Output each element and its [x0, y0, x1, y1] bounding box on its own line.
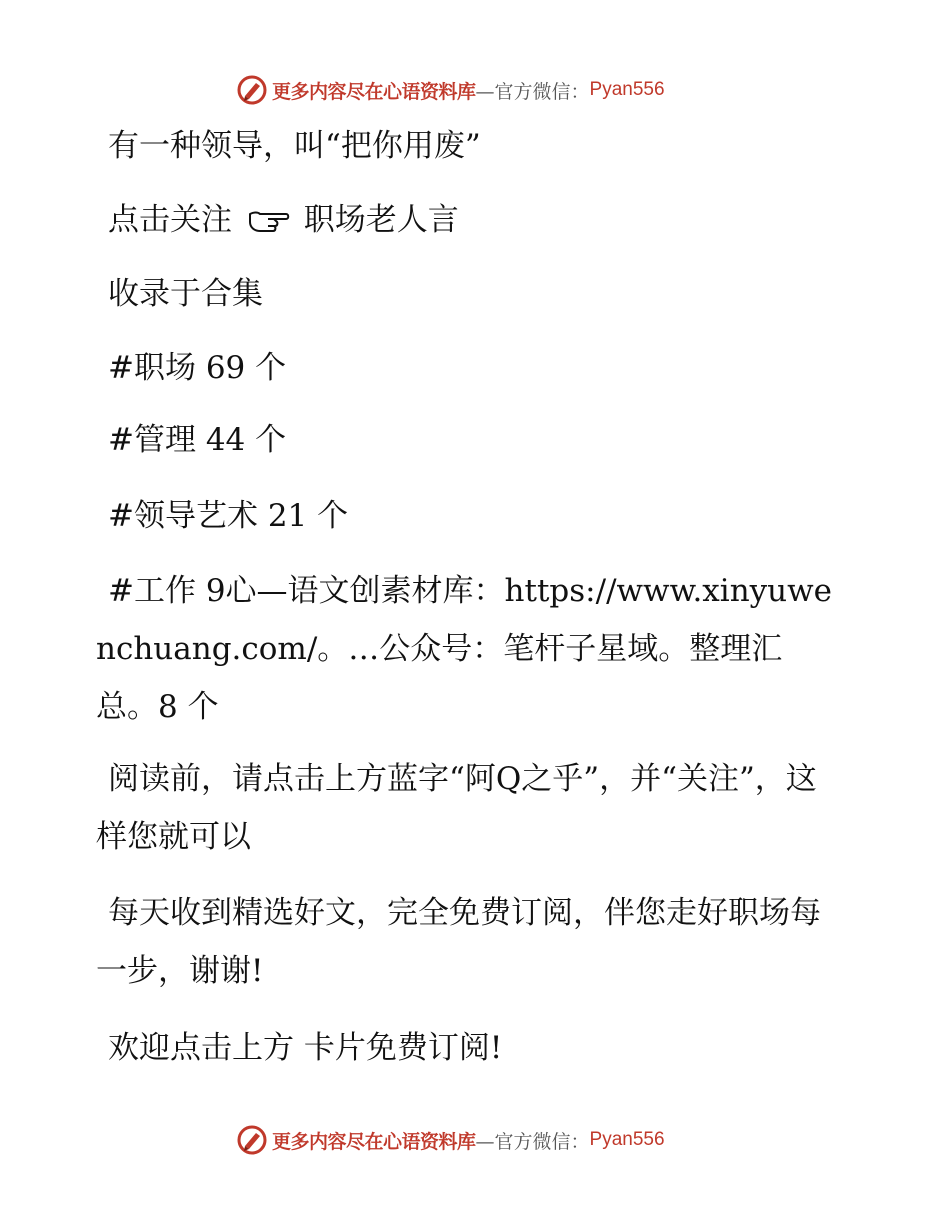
collection-label: 收录于合集 [108, 276, 263, 312]
banner-main-text: 更多内容尽在心语资料库 [272, 1130, 476, 1153]
card-prompt: 欢迎点击上方 卡片免费订阅! [108, 1030, 503, 1066]
article-title: 有一种领导，叫“把你用废” [108, 128, 481, 164]
footer-banner [236, 1122, 665, 1158]
banner-sub-text: —官方微信： [475, 1130, 590, 1153]
tag-leadership[interactable]: #领导艺术 21 个 [108, 498, 349, 534]
pen-logo-icon [236, 74, 268, 106]
pen-logo-icon [236, 1124, 268, 1156]
banner-main-text: 更多内容尽在心语资料库 [272, 80, 476, 103]
tag-management[interactable]: #管理 44 个 [108, 422, 287, 458]
header-banner [236, 72, 665, 108]
banner-sub-text: —官方微信： [475, 80, 590, 103]
subscribe-paragraph: 每天收到精选好文，完全免费订阅，伴您走好职场每一步，谢谢! [96, 895, 821, 989]
tag-work[interactable]: #工作 9心—语文创素材库：https://www.xinyuwenchuang.com/。…公众号：笔杆子星域。整理汇总。8 个 [96, 573, 833, 725]
follow-prefix[interactable]: 点击关注 [108, 202, 232, 238]
follow-line [108, 190, 459, 254]
banner-wechat-id: Pyan556 [589, 79, 665, 100]
pointing-hand-icon [246, 194, 290, 254]
intro-paragraph: 阅读前，请点击上方蓝字“阿Q之乎”，并“关注”，这样您就可以 [96, 761, 817, 855]
banner-wechat-id: Pyan556 [589, 1129, 665, 1150]
follow-account[interactable]: 职场老人言 [303, 202, 459, 238]
tag-workplace[interactable]: #职场 69 个 [108, 350, 287, 386]
